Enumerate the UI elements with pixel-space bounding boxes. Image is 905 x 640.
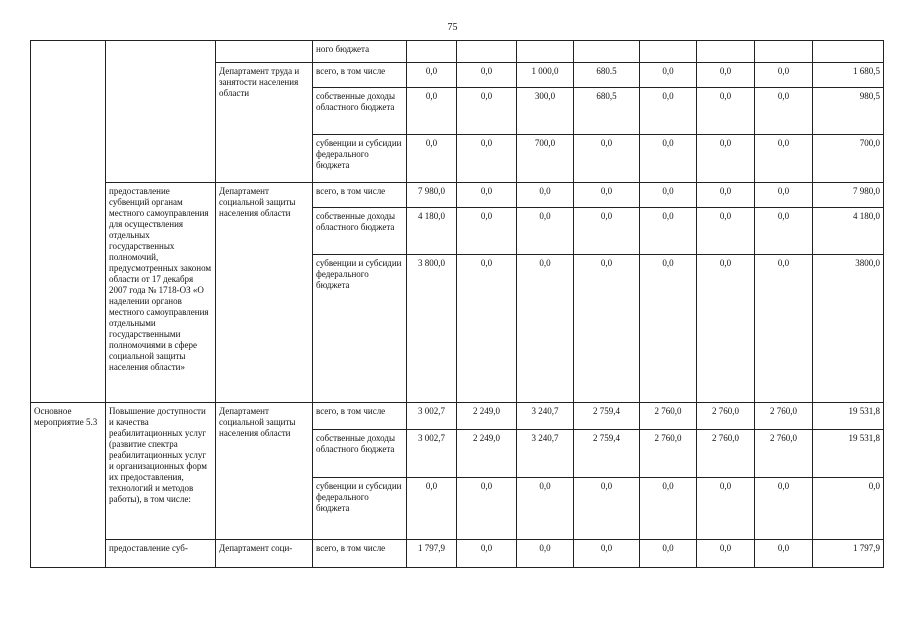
section-label-cell: Основное мероприятие 5.3 [31,403,106,568]
value-cell: 0,0 [697,63,755,88]
value-cell: 0,0 [755,88,813,135]
value-cell: 0,0 [697,183,755,208]
value-cell: 0,0 [457,135,517,183]
value-cell: 0,0 [755,255,813,403]
value-cell: 0,0 [457,255,517,403]
value-cell: 4 180,0 [407,208,457,255]
value-cell [755,41,813,63]
executor-cell [216,41,313,63]
value-cell: 680.5 [574,63,640,88]
value-cell: 0,0 [574,478,640,540]
value-cell: 2 759,4 [574,403,640,430]
value-cell [640,41,697,63]
value-cell [457,41,517,63]
table-row [31,403,884,430]
value-cell: 1 797,9 [407,540,457,568]
value-cell: 0,0 [574,135,640,183]
value-cell [517,41,574,63]
value-cell: 0,0 [755,135,813,183]
measure-cell [106,41,216,183]
value-cell [574,41,640,63]
value-cell: 0,0 [574,183,640,208]
funding-source-cell: субвенции и субсидии федерального бюджета [313,135,407,183]
measure-cell: предоставление суб- [106,540,216,568]
value-cell: 0,0 [640,478,697,540]
measure-cell: предоставление субвенций органам местного самоуправления для осуществления отдельных государственных полномочий, предусмотренных законом области от 17 декабря 2007 года № 1718-ОЗ «О наделении органов местного самоуправления отдельными государственными полномочиями в сфере социальной защиты населения области» [106,183,216,403]
total-cell: 1 680,5 [813,63,884,88]
value-cell: 0,0 [697,135,755,183]
total-cell: 7 980,0 [813,183,884,208]
table-row [31,540,884,568]
value-cell: 0,0 [457,208,517,255]
value-cell: 3 002,7 [407,430,457,478]
value-cell: 0,0 [574,208,640,255]
value-cell: 0,0 [755,478,813,540]
executor-cell: Департамент соци- [216,540,313,568]
value-cell: 0,0 [517,183,574,208]
funding-source-cell: ного бюджета [313,41,407,63]
value-cell: 0,0 [407,135,457,183]
value-cell: 0,0 [574,540,640,568]
value-cell: 2 249,0 [457,403,517,430]
value-cell: 0,0 [457,540,517,568]
value-cell: 3 800,0 [407,255,457,403]
funding-source-cell: субвенции и субсидии федерального бюджета [313,478,407,540]
value-cell: 0,0 [755,63,813,88]
value-cell [813,41,884,63]
page-number: 75 [447,22,458,33]
funding-source-cell: собственные доходы областного бюджета [313,430,407,478]
value-cell: 2 760,0 [755,403,813,430]
total-cell: 19 531,8 [813,403,884,430]
value-cell: 0,0 [697,255,755,403]
value-cell: 680,5 [574,88,640,135]
value-cell: 0,0 [517,478,574,540]
value-cell: 0,0 [517,255,574,403]
value-cell: 0,0 [457,478,517,540]
value-cell: 2 760,0 [640,403,697,430]
value-cell: 0,0 [640,540,697,568]
total-cell: 700,0 [813,135,884,183]
total-cell: 3800,0 [813,255,884,403]
value-cell: 2 759,4 [574,430,640,478]
section-label-cell [31,41,106,403]
value-cell: 0,0 [407,63,457,88]
value-cell: 700,0 [517,135,574,183]
value-cell: 300,0 [517,88,574,135]
value-cell: 0,0 [697,540,755,568]
value-cell: 7 980,0 [407,183,457,208]
total-cell: 19 531,8 [813,430,884,478]
measure-cell: Повышение доступности и качества реабилитационных услуг (развитие спектра реабилитационных услуг и организационных форм их предоставления, технологий и методов работы), в том числе: [106,403,216,540]
value-cell: 2 249,0 [457,430,517,478]
value-cell: 0,0 [640,88,697,135]
value-cell: 2 760,0 [640,430,697,478]
total-cell: 0,0 [813,478,884,540]
value-cell: 0,0 [755,183,813,208]
value-cell: 0,0 [574,255,640,403]
total-cell: 1 797,9 [813,540,884,568]
value-cell: 0,0 [640,63,697,88]
table-body [31,41,884,568]
funding-source-cell: всего, в том числе [313,63,407,88]
value-cell: 0,0 [407,88,457,135]
value-cell: 0,0 [457,63,517,88]
value-cell: 0,0 [517,208,574,255]
value-cell: 1 000,0 [517,63,574,88]
executor-cell: Департамент социальной защиты населения области [216,403,313,540]
funding-source-cell: собственные доходы областного бюджета [313,208,407,255]
value-cell: 0,0 [697,208,755,255]
value-cell: 0,0 [407,478,457,540]
funding-source-cell: всего, в том числе [313,540,407,568]
value-cell: 2 760,0 [755,430,813,478]
budget-table [30,40,884,568]
value-cell: 0,0 [697,88,755,135]
value-cell: 2 760,0 [697,403,755,430]
value-cell: 0,0 [640,183,697,208]
value-cell: 0,0 [640,135,697,183]
value-cell: 0,0 [755,540,813,568]
value-cell: 0,0 [640,208,697,255]
value-cell: 0,0 [640,255,697,403]
executor-cell: Департамент труда и занятости населения области [216,63,313,183]
total-cell: 4 180,0 [813,208,884,255]
value-cell: 3 240,7 [517,403,574,430]
value-cell [407,41,457,63]
funding-source-cell: субвенции и субсидии федерального бюджета [313,255,407,403]
value-cell: 0,0 [517,540,574,568]
value-cell: 0,0 [457,88,517,135]
value-cell: 0,0 [755,208,813,255]
value-cell: 0,0 [457,183,517,208]
total-cell: 980,5 [813,88,884,135]
value-cell: 3 002,7 [407,403,457,430]
value-cell: 0,0 [697,478,755,540]
table-row [31,41,884,63]
funding-source-cell: собственные доходы областного бюджета [313,88,407,135]
funding-source-cell: всего, в том числе [313,403,407,430]
funding-source-cell: всего, в том числе [313,183,407,208]
table-row [31,183,884,208]
value-cell: 2 760,0 [697,430,755,478]
value-cell [697,41,755,63]
executor-cell: Департамент социальной защиты населения области [216,183,313,403]
value-cell: 3 240,7 [517,430,574,478]
